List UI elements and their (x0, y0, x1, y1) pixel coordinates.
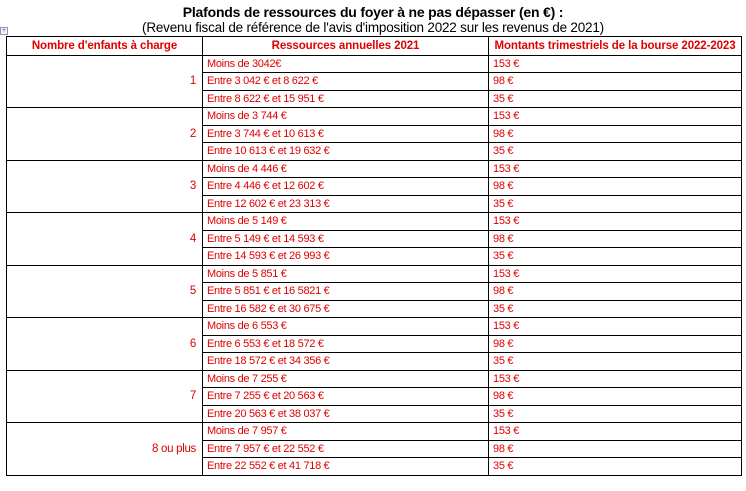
ressources-cell: Entre 12 602 € et 23 313 € (203, 195, 489, 213)
ressources-cell: Entre 7 957 € et 22 552 € (203, 440, 489, 458)
montant-cell: 35 € (489, 405, 742, 423)
montant-cell: 153 € (489, 213, 742, 231)
montant-cell: 35 € (489, 353, 742, 371)
ressources-cell: Moins de 6 553 € (203, 318, 489, 336)
table-row (7, 55, 742, 73)
enfants-count-cell: 6 (7, 318, 203, 371)
ressources-cell: Entre 16 582 € et 30 675 € (203, 300, 489, 318)
table-move-handle-icon[interactable]: + (0, 27, 8, 35)
ressources-cell: Moins de 5 149 € (203, 213, 489, 231)
enfants-count-cell: 3 (7, 160, 203, 213)
header-ressources: Ressources annuelles 2021 (203, 37, 489, 56)
table-row (7, 213, 742, 231)
ressources-cell: Entre 14 593 € et 26 993 € (203, 248, 489, 266)
ressources-table (6, 36, 742, 476)
enfants-count-cell: 8 ou plus (7, 423, 203, 476)
montant-cell: 35 € (489, 195, 742, 213)
table-row (7, 318, 742, 336)
table-header-row (7, 37, 742, 56)
ressources-cell: Entre 5 149 € et 14 593 € (203, 230, 489, 248)
table-row (7, 108, 742, 126)
ressources-cell: Entre 7 255 € et 20 563 € (203, 388, 489, 406)
montant-cell: 98 € (489, 388, 742, 406)
ressources-cell: Entre 18 572 € et 34 356 € (203, 353, 489, 371)
ressources-cell: Moins de 3042€ (203, 55, 489, 73)
montant-cell: 153 € (489, 108, 742, 126)
enfants-count-cell: 2 (7, 108, 203, 161)
montant-cell: 98 € (489, 125, 742, 143)
ressources-cell: Entre 5 851 € et 16 5821 € (203, 283, 489, 301)
montant-cell: 35 € (489, 300, 742, 318)
header-montants: Montants trimestriels de la bourse 2022-2023 (489, 37, 742, 56)
ressources-cell: Moins de 4 446 € (203, 160, 489, 178)
ressources-cell: Entre 22 552 € et 41 718 € (203, 458, 489, 476)
montant-cell: 153 € (489, 370, 742, 388)
enfants-count-cell: 5 (7, 265, 203, 318)
table-row (7, 265, 742, 283)
table-row (7, 160, 742, 178)
document-subtitle: (Revenu fiscal de référence de l'avis d'imposition 2022 sur les revenus de 2021) (142, 20, 604, 35)
montant-cell: 35 € (489, 458, 742, 476)
montant-cell: 98 € (489, 283, 742, 301)
ressources-cell: Moins de 3 744 € (203, 108, 489, 126)
montant-cell: 153 € (489, 55, 742, 73)
montant-cell: 98 € (489, 335, 742, 353)
ressources-cell: Entre 10 613 € et 19 632 € (203, 143, 489, 161)
header-enfants: Nombre d'enfants à charge (7, 37, 203, 56)
table-row (7, 370, 742, 388)
ressources-cell: Moins de 5 851 € (203, 265, 489, 283)
ressources-cell: Entre 3 744 € et 10 613 € (203, 125, 489, 143)
enfants-count-cell: 1 (7, 55, 203, 108)
montant-cell: 35 € (489, 143, 742, 161)
ressources-cell: Entre 4 446 € et 12 602 € (203, 178, 489, 196)
montant-cell: 153 € (489, 265, 742, 283)
ressources-cell: Moins de 7 255 € (203, 370, 489, 388)
montant-cell: 153 € (489, 160, 742, 178)
table-row (7, 423, 742, 441)
montant-cell: 98 € (489, 73, 742, 91)
montant-cell: 98 € (489, 440, 742, 458)
enfants-count-cell: 4 (7, 213, 203, 266)
montant-cell: 98 € (489, 230, 742, 248)
montant-cell: 35 € (489, 248, 742, 266)
ressources-cell: Entre 8 622 € et 15 951 € (203, 90, 489, 108)
enfants-count-cell: 7 (7, 370, 203, 423)
ressources-cell: Entre 3 042 € et 8 622 € (203, 73, 489, 91)
montant-cell: 153 € (489, 318, 742, 336)
ressources-cell: Moins de 7 957 € (203, 423, 489, 441)
document-title: Plafonds de ressources du foyer à ne pas dépasser (en €) : (182, 4, 564, 20)
montant-cell: 35 € (489, 90, 742, 108)
ressources-cell: Entre 6 553 € et 18 572 € (203, 335, 489, 353)
ressources-cell: Entre 20 563 € et 38 037 € (203, 405, 489, 423)
montant-cell: 98 € (489, 178, 742, 196)
montant-cell: 153 € (489, 423, 742, 441)
